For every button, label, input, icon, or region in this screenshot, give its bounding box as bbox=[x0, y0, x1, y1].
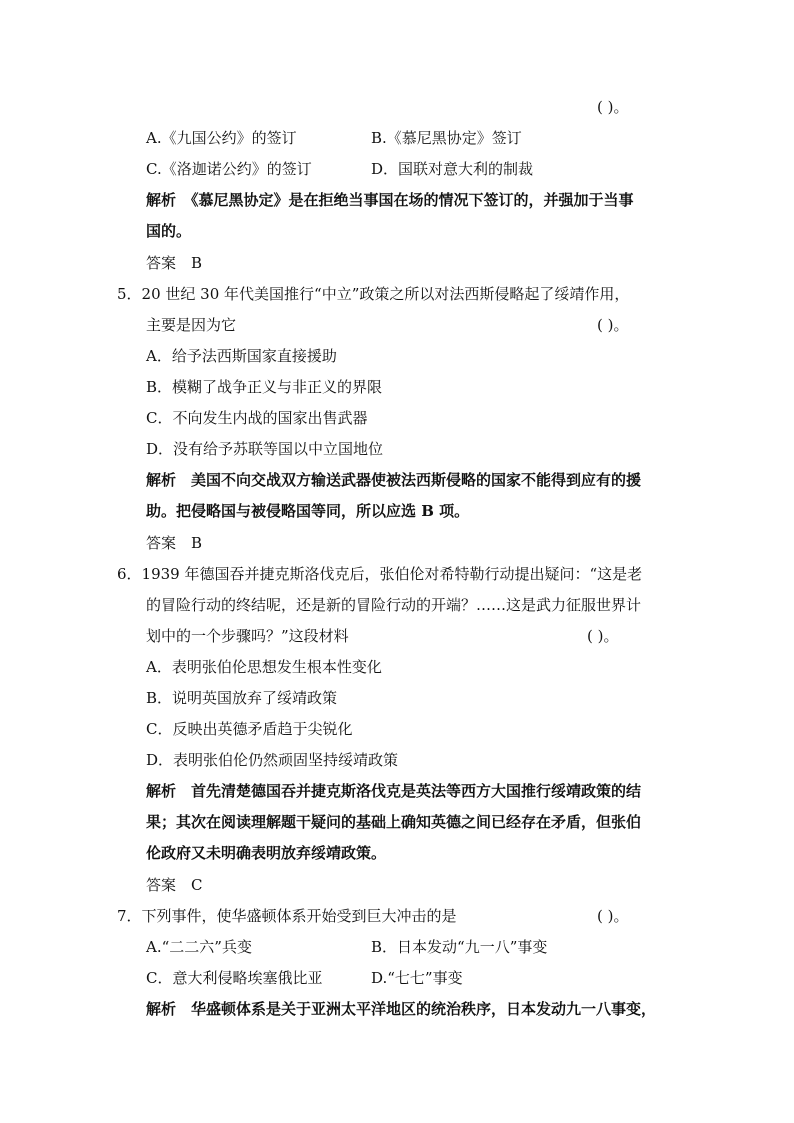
q4-option-d: D．国联对意大利的制裁 bbox=[371, 160, 534, 178]
q6-stem-line3: 划中的一个步骤吗？”这段材料 bbox=[146, 627, 349, 645]
q7-option-c: C．意大利侵略埃塞俄比亚 bbox=[146, 969, 323, 987]
q6-option-a: A．表明张伯伦思想发生根本性变化 bbox=[146, 658, 382, 676]
q6-analysis-line1: 解析 首先清楚德国吞并捷克斯洛伐克是英法等西方大国推行绥靖政策的结 bbox=[146, 782, 642, 800]
q7-option-a: A.“二二六”兵变 bbox=[146, 938, 252, 956]
q6-answer: 答案 C bbox=[146, 876, 203, 894]
q5-option-c: C．不向发生内战的国家出售武器 bbox=[146, 409, 368, 427]
q5-answer-paren: ( )。 bbox=[597, 316, 629, 334]
q6-option-b: B．说明英国放弃了绥靖政策 bbox=[146, 689, 338, 707]
q4-analysis-line1: 解析 《慕尼黑协定》是在拒绝当事国在场的情况下签订的，并强加于当事 bbox=[146, 191, 634, 209]
q5-option-d: D．没有给予苏联等国以中立国地位 bbox=[146, 440, 384, 458]
q6-stem-line2: 的冒险行动的终结呢，还是新的冒险行动的开端？……这是武力征服世界计 bbox=[146, 596, 642, 614]
q6-analysis-line2: 果；其次在阅读理解题干疑问的基础上确知英德之间已经存在矛盾，但张伯 bbox=[146, 813, 642, 831]
q7-stem-line1: 7．下列事件，使华盛顿体系开始受到巨大冲击的是 bbox=[117, 907, 457, 925]
q4-answer-paren: ( )。 bbox=[597, 98, 629, 116]
q7-option-d: D.“七七”事变 bbox=[371, 969, 463, 987]
q4-option-c: C.《洛迦诺公约》的签订 bbox=[146, 160, 312, 178]
q4-answer: 答案 B bbox=[146, 254, 203, 272]
q4-analysis-line2: 国的。 bbox=[146, 222, 192, 240]
q5-stem-line2: 主要是因为它 bbox=[146, 316, 237, 334]
q5-analysis-line2: 助。把侵略国与被侵略国等同，所以应选 B 项。 bbox=[146, 502, 470, 520]
q5-answer: 答案 B bbox=[146, 534, 203, 552]
q6-option-c: C．反映出英德矛盾趋于尖锐化 bbox=[146, 720, 353, 738]
q7-answer-paren: ( )。 bbox=[597, 907, 629, 925]
q4-option-a: A.《九国公约》的签订 bbox=[146, 129, 297, 147]
q6-answer-paren: ( )。 bbox=[587, 627, 619, 645]
q5-option-a: A．给予法西斯国家直接援助 bbox=[146, 347, 337, 365]
q7-analysis-line1: 解析 华盛顿体系是关于亚洲太平洋地区的统治秩序，日本发动九一八事变， bbox=[146, 1000, 657, 1018]
q6-analysis-line3: 伦政府又未明确表明放弃绥靖政策。 bbox=[146, 844, 387, 862]
q7-option-b: B．日本发动“九一八”事变 bbox=[371, 938, 548, 956]
q4-option-b: B.《慕尼黑协定》签订 bbox=[371, 129, 522, 147]
q5-option-b: B．模糊了战争正义与非正义的界限 bbox=[146, 378, 383, 396]
q6-stem-line1: 6．1939 年德国吞并捷克斯洛伐克后，张伯伦对希特勒行动提出疑问：“这是老 bbox=[117, 565, 643, 583]
q5-stem-line1: 5．20 世纪 30 年代美国推行“中立”政策之所以对法西斯侵略起了绥靖作用， bbox=[117, 285, 630, 303]
q6-option-d: D．表明张伯伦仍然顽固坚持绥靖政策 bbox=[146, 751, 399, 769]
q5-analysis-line1: 解析 美国不向交战双方输送武器使被法西斯侵略的国家不能得到应有的援 bbox=[146, 471, 642, 489]
